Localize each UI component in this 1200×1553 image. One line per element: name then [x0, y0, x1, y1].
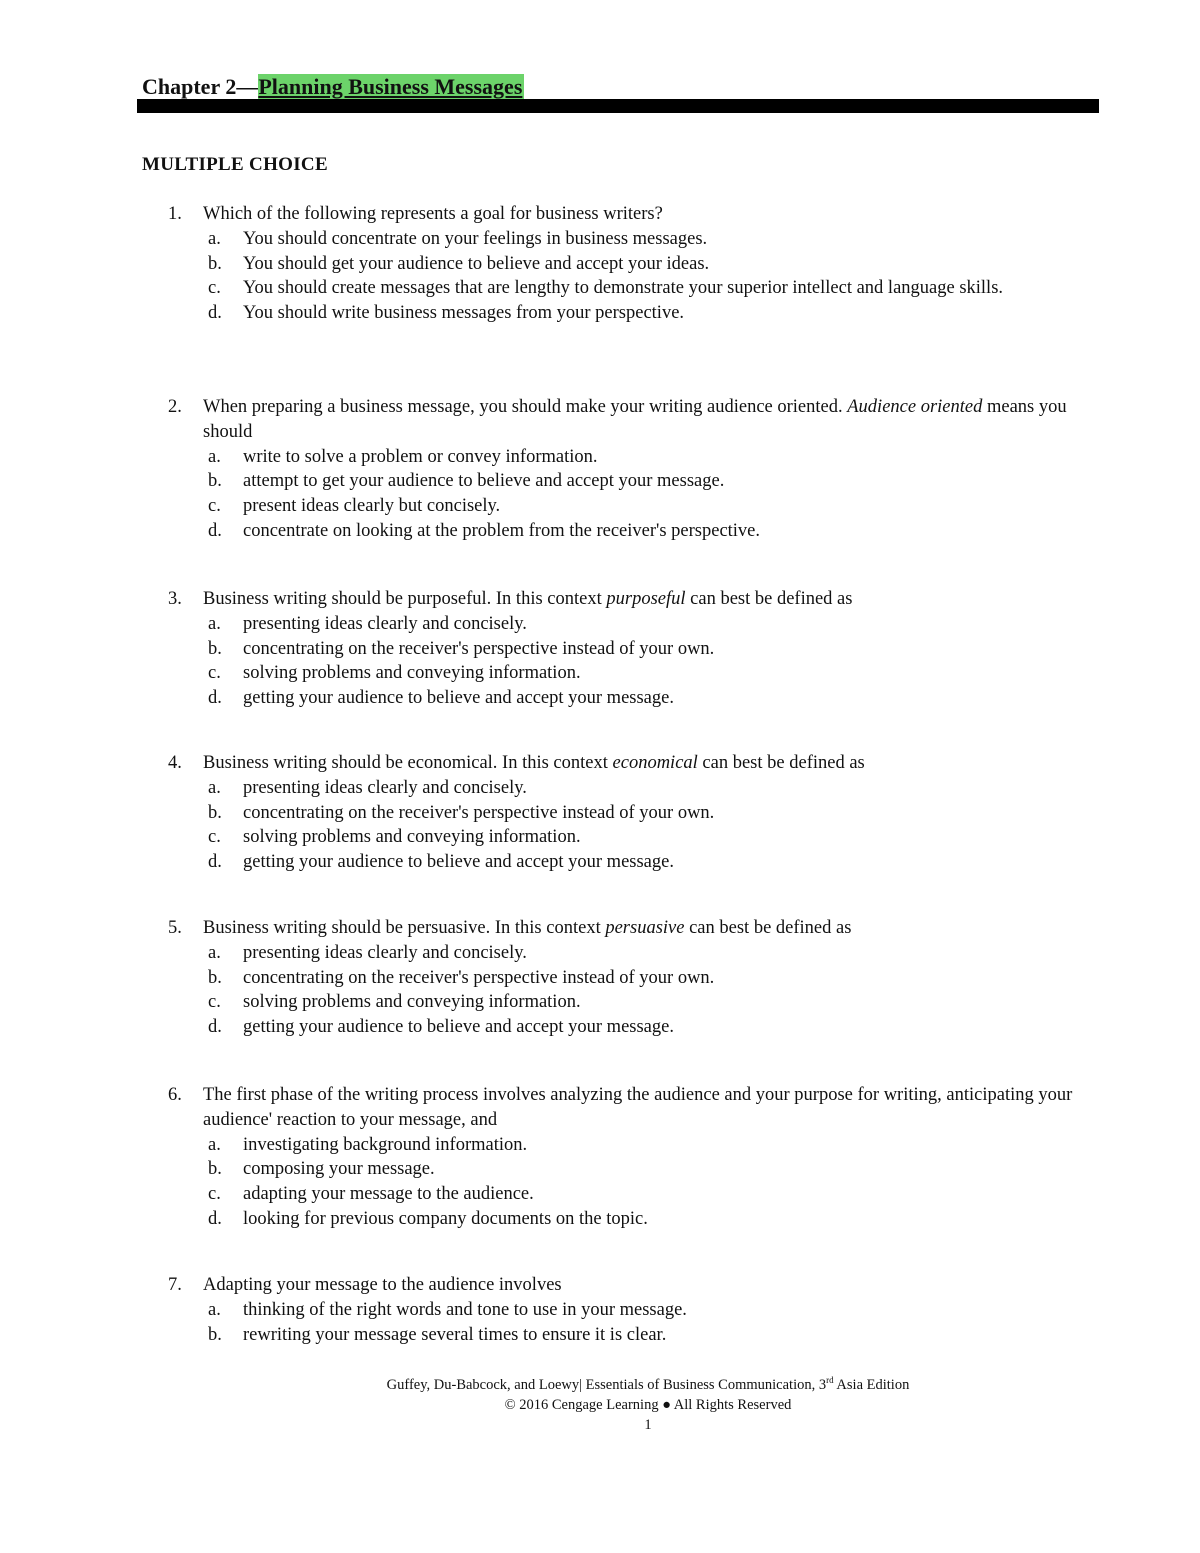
question-number: 3.	[168, 589, 182, 609]
stem-text: can best be defined as	[685, 589, 853, 609]
option-letter: a.	[208, 228, 221, 249]
question-number: 2.	[168, 397, 182, 417]
option-letter: d.	[208, 688, 222, 709]
option-letter: a.	[208, 613, 221, 634]
option-text: concentrating on the receiver's perspective instead of your own.	[243, 802, 715, 823]
question-number: 4.	[168, 753, 182, 773]
option-letter: b.	[208, 802, 222, 823]
option-row	[142, 301, 1082, 326]
option-letter: c.	[208, 496, 221, 517]
option-letter: b.	[208, 638, 222, 659]
option-text: attempt to get your audience to believe and accept your message.	[243, 471, 725, 492]
option-letter: d.	[208, 1017, 222, 1038]
option-row	[142, 1157, 1082, 1182]
stem-term: Audience oriented	[847, 397, 983, 417]
option-letter: a.	[208, 777, 221, 798]
stem-term: persuasive	[605, 918, 685, 938]
question-1	[142, 202, 1082, 326]
chapter-title-highlight: Planning Business Messages	[258, 74, 523, 99]
option-letter: c.	[208, 827, 221, 848]
option-text: You should write business messages from your perspective.	[243, 303, 685, 324]
option-row	[142, 612, 1082, 637]
option-row	[142, 825, 1082, 850]
option-text: presenting ideas clearly and concisely.	[243, 942, 527, 963]
option-letter: d.	[208, 303, 222, 324]
question-number: 1.	[168, 204, 182, 224]
option-text: thinking of the right words and tone to use in your message.	[243, 1299, 687, 1320]
option-text: getting your audience to believe and accept your message.	[243, 852, 674, 873]
option-row	[142, 1298, 1082, 1323]
question-2	[142, 395, 1082, 544]
option-letter: b.	[208, 253, 222, 274]
option-text: presenting ideas clearly and concisely.	[243, 777, 527, 798]
page-number: 1	[644, 1416, 652, 1433]
option-letter: b.	[208, 1159, 222, 1180]
chapter-label: Chapter 2—	[142, 74, 259, 99]
question-3	[142, 587, 1082, 711]
option-text: getting your audience to believe and accept your message.	[243, 688, 674, 709]
option-letter: d.	[208, 852, 222, 873]
option-text: investigating background information.	[243, 1134, 528, 1155]
option-row	[142, 252, 1082, 277]
option-text: solving problems and conveying information.	[243, 992, 581, 1013]
option-letter: c.	[208, 663, 221, 684]
question-stem	[142, 587, 1082, 612]
option-row	[142, 1323, 1082, 1348]
option-row	[142, 661, 1082, 686]
option-text: solving problems and conveying information.	[243, 827, 581, 848]
stem-text: can best be defined as	[697, 753, 865, 773]
stem-text: Business writing should be persuasive. In this context	[203, 918, 606, 938]
option-letter: d.	[208, 520, 222, 541]
option-text: rewriting your message several times to ensure it is clear.	[243, 1324, 667, 1345]
option-text: write to solve a problem or convey information.	[243, 446, 598, 467]
option-letter: a.	[208, 942, 221, 963]
stem-text: Adapting your message to the audience involves	[203, 1275, 562, 1295]
option-text: looking for previous company documents on the topic.	[243, 1208, 648, 1229]
stem-term: economical	[612, 753, 698, 773]
question-stem	[142, 1083, 1082, 1133]
option-letter: a.	[208, 1134, 221, 1155]
stem-term: purposeful	[606, 589, 686, 609]
title-rule	[137, 99, 1099, 113]
option-row	[142, 801, 1082, 826]
option-row	[142, 966, 1082, 991]
question-stem	[142, 751, 1082, 776]
option-row	[142, 1133, 1082, 1158]
footer-citation	[200, 1370, 1096, 1395]
option-text: You should create messages that are lengthy to demonstrate your superior intellect and language skills.	[243, 278, 1004, 299]
footer-citation-edition: Asia Edition	[833, 1376, 910, 1393]
option-row	[142, 519, 1082, 544]
question-6	[142, 1083, 1082, 1232]
option-text: concentrate on looking at the problem from the receiver's perspective.	[243, 520, 761, 541]
footer-citation-text: Guffey, Du-Babcock, and Loewy| Essentials of Business Communication, 3	[386, 1376, 827, 1393]
option-letter: b.	[208, 967, 222, 988]
option-row	[142, 494, 1082, 519]
question-number: 6.	[168, 1085, 182, 1105]
footer-citation-sup: rd	[826, 1375, 834, 1385]
page-footer	[200, 1370, 1096, 1435]
question-4	[142, 751, 1082, 875]
chapter-title	[142, 72, 524, 102]
question-7	[142, 1273, 1082, 1347]
option-text: You should get your audience to believe and accept your ideas.	[243, 253, 710, 274]
option-row	[142, 941, 1082, 966]
option-row	[142, 637, 1082, 662]
option-letter: c.	[208, 1184, 221, 1205]
question-stem	[142, 395, 1082, 445]
option-text: concentrating on the receiver's perspective instead of your own.	[243, 967, 715, 988]
option-row	[142, 276, 1082, 301]
option-text: getting your audience to believe and accept your message.	[243, 1017, 674, 1038]
option-text: You should concentrate on your feelings in business messages.	[243, 228, 708, 249]
stem-text: can best be defined as	[684, 918, 852, 938]
option-row	[142, 850, 1082, 875]
question-stem	[142, 202, 1082, 227]
stem-text: Business writing should be economical. In this context	[203, 753, 613, 773]
option-letter: c.	[208, 992, 221, 1013]
option-text: solving problems and conveying information.	[243, 663, 581, 684]
stem-text: means you should	[203, 397, 1067, 442]
option-text: presenting ideas clearly and concisely.	[243, 613, 527, 634]
option-row	[142, 1182, 1082, 1207]
option-text: composing your message.	[243, 1159, 435, 1180]
option-row	[142, 227, 1082, 252]
option-letter: a.	[208, 1299, 221, 1320]
question-number: 5.	[168, 918, 182, 938]
option-letter: d.	[208, 1208, 222, 1229]
stem-text: When preparing a business message, you should make your writing audience oriented.	[203, 397, 848, 417]
option-row	[142, 990, 1082, 1015]
question-stem	[142, 916, 1082, 941]
option-letter: b.	[208, 471, 222, 492]
stem-text: Which of the following represents a goal for business writers?	[203, 204, 663, 224]
option-row	[142, 1207, 1082, 1232]
option-text: concentrating on the receiver's perspective instead of your own.	[243, 638, 715, 659]
option-text: adapting your message to the audience.	[243, 1184, 534, 1205]
question-stem	[142, 1273, 1082, 1298]
option-row	[142, 686, 1082, 711]
option-letter: a.	[208, 446, 221, 467]
option-row	[142, 1015, 1082, 1040]
option-row	[142, 469, 1082, 494]
option-row	[142, 445, 1082, 470]
option-text: present ideas clearly but concisely.	[243, 496, 501, 517]
option-row	[142, 776, 1082, 801]
footer-copyright: © 2016 Cengage Learning ● All Rights Reserved	[504, 1396, 792, 1413]
stem-text: Business writing should be purposeful. In this context	[203, 589, 607, 609]
option-letter: b.	[208, 1324, 222, 1345]
question-5	[142, 916, 1082, 1040]
section-heading: MULTIPLE CHOICE	[142, 154, 328, 175]
stem-text: The first phase of the writing process involves analyzing the audience and your purpose for writing, anticipating your audience' reaction to your message, and	[203, 1085, 1073, 1130]
option-letter: c.	[208, 278, 221, 299]
question-number: 7.	[168, 1275, 182, 1295]
